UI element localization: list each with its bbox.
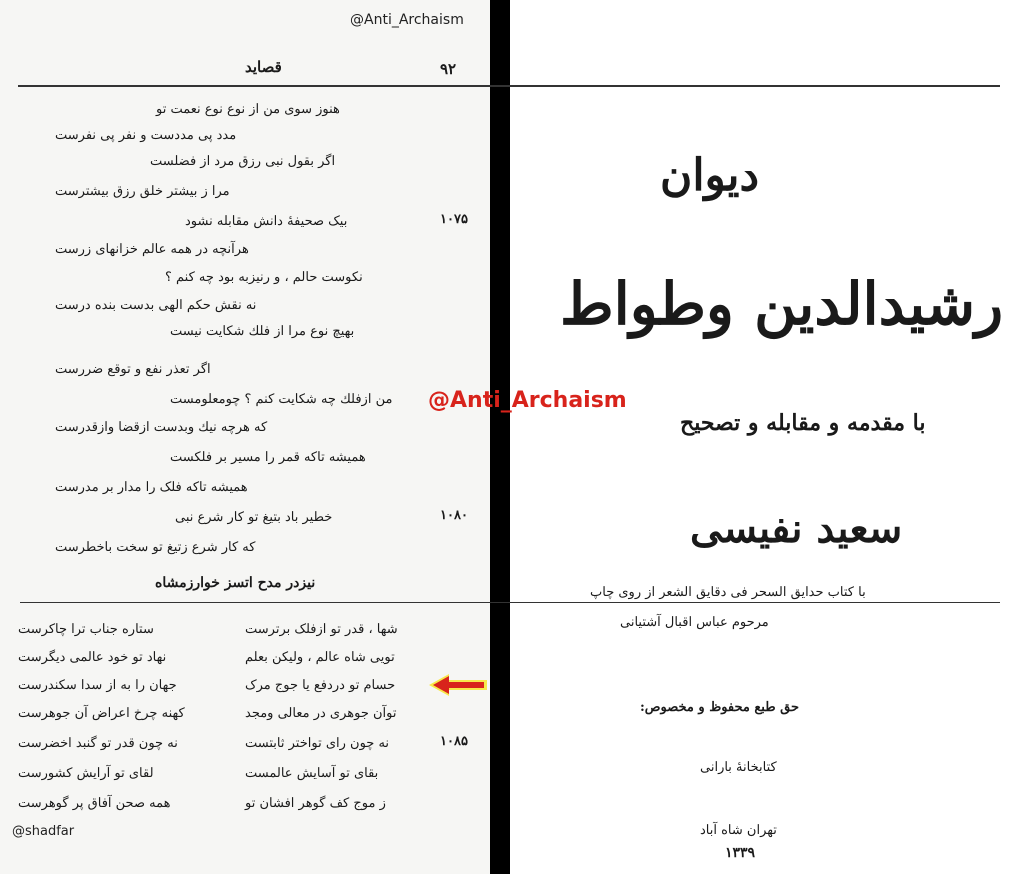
header-rule <box>18 85 1000 87</box>
verse-line: همیشه تاکه فلک را مدار بر مدرست <box>55 480 248 495</box>
verse-line: هرآنچه در همه عالم خزانهای زرست <box>55 242 249 257</box>
watermark-bottom: @shadfar <box>12 824 75 839</box>
page-divider <box>490 0 510 874</box>
running-title: قصاید <box>245 58 282 76</box>
verse-line: که هرچه نیك وبدست ازقضا وازقدرست <box>55 420 268 435</box>
couplet-right: ز موج کف گوهر افشان تو <box>245 796 386 811</box>
publisher-name: کتابخانهٔ بارانی <box>700 760 777 775</box>
book-note-line-2: مرحوم عباس اقبال آشتیانی <box>620 615 769 630</box>
couplet-right: نه چون رای تواختر ثابتست <box>245 736 390 751</box>
book-author: سعید نفیسی <box>690 505 903 552</box>
verse-line: خطیر باد بتیغ تو کار شرع نبی <box>175 510 333 525</box>
verse-line: بیک صحیفهٔ دانش مقابله نشود <box>185 214 348 229</box>
couplet-left: نهاد تو خود عالمی دیگرست <box>18 650 167 665</box>
couplet-right: شها ، قدر تو ازفلک برترست <box>245 622 398 637</box>
verse-line: من ازفلك چه شکایت کنم ؟ چومعلومست <box>170 392 393 407</box>
verse-number: ۱۰۷۵ <box>440 212 468 227</box>
section-title: نیزدر مدح اتسز خوارزمشاه <box>155 575 316 591</box>
couplet-left: لقای تو آرایش کشورست <box>18 766 154 781</box>
couplet-left: کهنه چرخ اعراض آن جوهرست <box>18 706 185 721</box>
verse-number: ۱۰۸۰ <box>440 508 468 523</box>
section-rule <box>20 602 1000 603</box>
verse-line: اگر تعذر نفع و توقع ضررست <box>55 362 211 377</box>
book-subtitle: با مقدمه و مقابله و تصحیح <box>680 410 926 436</box>
verse-line: مدد پی مددست و نفر پی نفرست <box>55 128 237 143</box>
page-number: ۹۲ <box>440 60 457 78</box>
couplet-right: توآن جوهری در معالی ومجد <box>245 706 397 721</box>
book-title-poet: رشیدالدین وطواط <box>560 270 1004 338</box>
book-note-line-1: با کتاب حدایق السحر فی دقایق الشعر از روی چاپ <box>590 585 866 600</box>
watermark-top: @Anti_Archaism <box>350 12 464 28</box>
verse-line: بهیچ نوع مرا از فلك شکایت نیست <box>170 324 355 339</box>
couplet-left: ستاره جناب ترا چاکرست <box>18 622 154 637</box>
verse-line: اگر بقول نبی رزق مرد از فضلست <box>150 154 336 169</box>
highlight-arrow-icon <box>427 672 489 698</box>
publication-year: ۱۳۳۹ <box>725 845 756 861</box>
couplet-left: جهان را به از سدا سکندرست <box>18 678 177 693</box>
couplet-left: نه چون قدر تو گنبد اخضرست <box>18 736 178 751</box>
verse-line: که کار شرع زتیغ تو سخت باخطرست <box>55 540 256 555</box>
watermark-center: @Anti_Archaism <box>428 388 627 413</box>
couplet-right: حسام تو دردفع یا جوج مرک <box>245 678 396 693</box>
verse-line: نکوست حالم ، و رنیزبه بود چه کنم ؟ <box>165 270 363 285</box>
couplet-right: بقای تو آسایش عالمست <box>245 766 379 781</box>
verse-line: همیشه تاکه قمر را مسیر بر فلکست <box>170 450 366 465</box>
couplet-left: همه صحن آفاق پر گوهرست <box>18 796 171 811</box>
verse-line: هنوز سوی من از نوع نوع نعمت تو <box>156 102 340 117</box>
couplet-right: تویی شاه عالم ، ولیکن بعلم <box>245 650 395 665</box>
publisher-city: تهران شاه آباد <box>700 823 777 838</box>
right-title-page <box>510 0 1024 874</box>
verse-line: نه نقش حکم الهی بدست بنده درست <box>55 298 257 313</box>
rights-notice: حق طبع محفوظ و مخصوص: <box>640 700 799 715</box>
book-title-divan: دیوان <box>660 150 760 201</box>
verse-number: ۱۰۸۵ <box>440 734 468 749</box>
verse-line: مرا ز بیشتر خلق رزق بیشترست <box>55 184 230 199</box>
